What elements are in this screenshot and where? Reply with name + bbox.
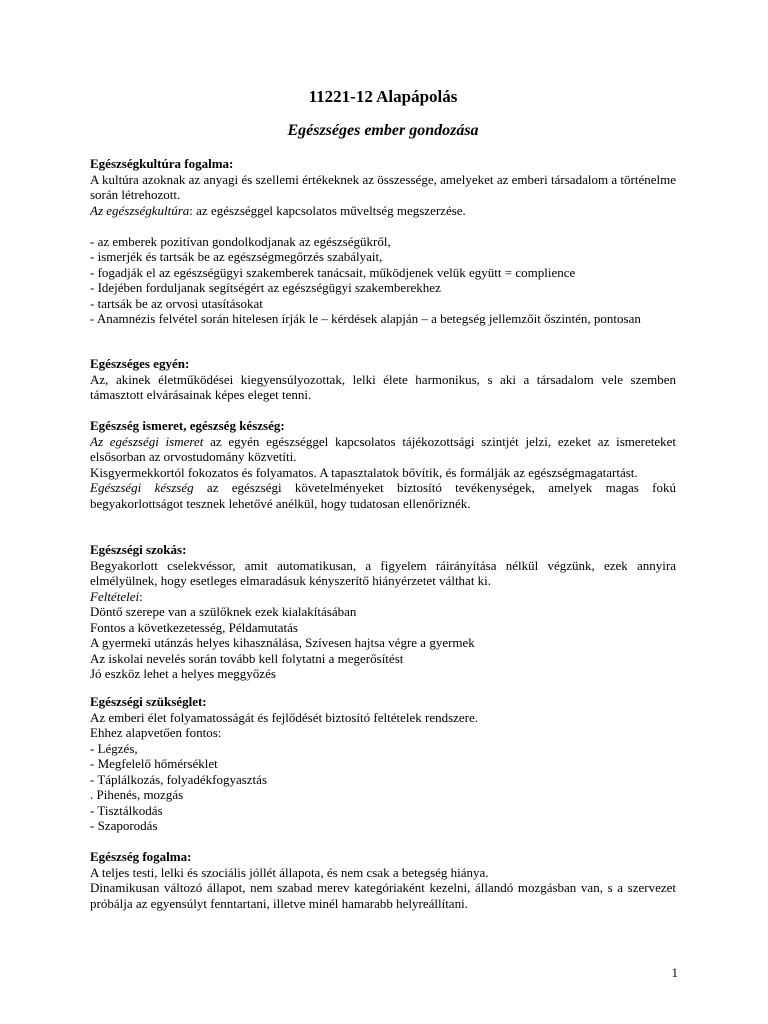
- conditions-term: Feltételei: [90, 588, 140, 604]
- section-heading: Egészség ismeret, egészség készség:: [90, 418, 285, 433]
- list-item: - ismerjék és tartsák be az egészségmegőrzés szabályait,: [90, 249, 383, 264]
- term: Az egészségi ismeret: [90, 433, 204, 449]
- paragraph: A teljes testi, lelki és szociális jóllét állapota, és nem csak a betegség hiánya.: [90, 864, 489, 880]
- definition-text: : az egészséggel kapcsolatos műveltség megszerzése.: [189, 202, 466, 218]
- list-item: - Idejében forduljanak segítségért az egészségügyi szakemberekhez: [90, 280, 441, 295]
- text: az egyén egészséggel kapcsolatos tájékozottsági szintjét jelzi, ezeket az ismereteket elsősorban az orvostudomány közvetíti.: [90, 433, 676, 464]
- list-item: - Táplálkozás, folyadékfogyasztás: [90, 771, 267, 787]
- colon: :: [139, 588, 143, 604]
- list-item: - Légzés,: [90, 740, 138, 756]
- document-subtitle: Egészséges ember gondozása: [287, 122, 479, 139]
- page-number: 1: [671, 965, 678, 980]
- list-item: - Anamnézis felvétel során hitelesen írják le – kérdések alapján – a betegség jellemzőit őszintén, pontosan: [90, 311, 641, 326]
- section-health-culture: [90, 156, 676, 327]
- paragraph: Az emberi élet folyamatosságát és fejlődését biztosító feltételek rendszere.: [90, 709, 479, 725]
- section-health-knowledge: [90, 418, 676, 511]
- paragraph: [90, 434, 676, 465]
- condition-line: Jó eszköz lehet a helyes meggyőzés: [90, 666, 276, 681]
- conditions-label: [90, 589, 676, 605]
- section-heading: Egészségi szükséglet:: [90, 694, 207, 709]
- section-health-habit: [90, 542, 676, 682]
- paragraph: Az, akinek életműködései kiegyensúlyozottak, lelki élete harmonikus, s aki a társadalom vele szemben támasztott elvárásainak képes eleget tenni.: [90, 371, 676, 402]
- condition-line: Fontos a következetesség, Példamutatás: [90, 619, 298, 635]
- section-heading: Egészség fogalma:: [90, 849, 192, 864]
- list-item: . Pihenés, mozgás: [90, 787, 184, 802]
- list-item: - fogadják el az egészségügyi szakemberek tanácsait, működjenek velük együtt = complience: [90, 264, 576, 280]
- paragraph: [90, 480, 676, 511]
- term: Egészségi készség: [90, 480, 194, 495]
- paragraph: Ehhez alapvetően fontos:: [90, 725, 222, 740]
- list-item: - Megfelelő hőmérséklet: [90, 756, 218, 771]
- condition-line: Az iskolai nevelés során tovább kell folytatni a megerősítést: [90, 650, 404, 666]
- paragraph: Dinamikusan változó állapot, nem szabad merev kategóriaként kezelni, állandó mozgásban van, s a szervezet próbálja az egyensúlyt fenntartani, illetve minél hamarabb helyreállítani.: [90, 880, 676, 911]
- list-item: - Tisztálkodás: [90, 802, 163, 818]
- spacer: [90, 218, 676, 234]
- section-heading: Egészségi szokás:: [90, 542, 187, 557]
- section-health-need: [90, 694, 676, 834]
- definition-term: Az egészségkultúra: [90, 202, 190, 218]
- document-title: 11221-12 Alapápolás: [308, 87, 458, 106]
- paragraph: Kisgyermekkortól fokozatos és folyamatos. A tapasztalatok bővítik, és formálják az egészségmagatartást.: [90, 464, 638, 480]
- condition-line: A gyermeki utánzás helyes kihasználása, Szívesen hajtsa végre a gyermek: [90, 635, 475, 650]
- section-heading: Egészséges egyén:: [90, 356, 190, 371]
- condition-line: Döntő szerepe van a szülőknek ezek kialakításában: [90, 604, 357, 619]
- list-item: - tartsák be az orvosi utasításokat: [90, 295, 263, 311]
- paragraph: Begyakorlott cselekvéssor, amit automatikusan, a figyelem ráirányítása nélkül végzünk, ezek annyira elmélyülnek, hogy esetleges elmaradásuk kényszerítő hiányérzetet válthat ki.: [90, 557, 676, 588]
- list-item: - Szaporodás: [90, 818, 158, 833]
- list-item: - az emberek pozitívan gondolkodjanak az egészségükről,: [90, 233, 391, 249]
- definition: [90, 203, 676, 219]
- paragraph: A kultúra azoknak az anyagi és szellemi értékeknek az összessége, amelyeket az emberi társadalom a történelme során létrehozott.: [90, 171, 676, 202]
- section-heading: Egészségkultúra fogalma:: [90, 156, 234, 171]
- section-healthy-individual: [90, 356, 676, 403]
- text: az egészségi követelményeket biztosító tevékenységek, amelyek magas fokú begyakorlottságot tesznek lehetővé anélkül, hogy tudatosan ellenőriznék.: [90, 480, 676, 511]
- section-health-concept: [90, 849, 676, 911]
